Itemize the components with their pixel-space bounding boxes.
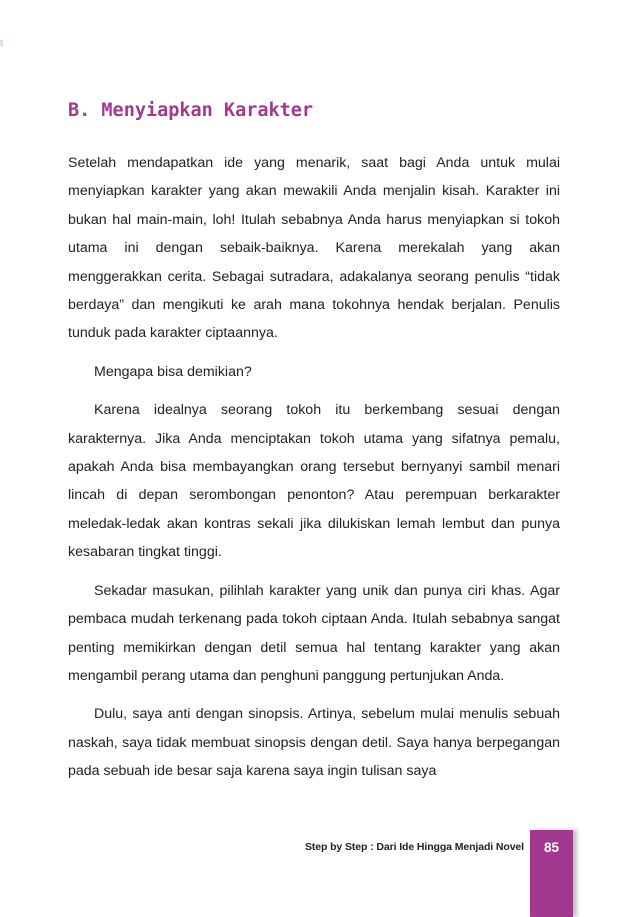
page-number: 85 [543, 840, 560, 855]
body-text [68, 149, 560, 796]
running-footer-title: Step by Step : Dari Ide Hingga Menjadi Novel [304, 841, 524, 853]
section-heading: B. Menyiapkan Karakter [68, 100, 314, 121]
corner-mark [0, 40, 3, 46]
page-number-tab [530, 830, 573, 917]
paragraph: Dulu, saya anti dengan sinopsis. Artinya, sebelum mulai menulis sebuah naskah, saya tidak membuat sinopsis dengan detil. Saya hanya berpegangan pada sebuah ide besar saja karena saya ingin tulisan saya [68, 706, 560, 780]
paragraph: Sekadar masukan, pilihlah karakter yang unik dan punya ciri khas. Agar pembaca mudah terkenang pada tokoh ciptaan Anda. Itulah sebabnya sangat penting memikirkan dengan detil semua hal tentang karakter yang akan mengambil perang utama dan penghuni panggung pertunjukan Anda. [68, 582, 560, 684]
paragraph: Setelah mendapatkan ide yang menarik, saat bagi Anda untuk mulai menyiapkan karakter yang akan mewakili Anda menjalin kisah. Karakter ini bukan hal main-main, loh! Itulah sebabnya Anda harus menyiapkan si tokoh utama ini dengan sebaik-baiknya. Karena merekalah yang akan menggerakkan cerita. Sebagai sutradara, adakalanya seorang penulis “tidak berdaya” dan mengikuti ke arah mana tokohnya hendak berjalan. Penulis tunduk pada karakter ciptaannya. [68, 155, 560, 342]
paragraph: Mengapa bisa demikian? [94, 363, 252, 380]
paragraph: Karena idealnya seorang tokoh itu berkembang sesuai dengan karakternya. Jika Anda menciptakan tokoh utama yang sifatnya pemalu, apakah Anda bisa membayangkan orang tersebut bernyanyi sambil menari lincah di depan serombongan penonton? Atau perempuan berkarakter meledak-ledak akan kontras sekali jika dilukiskan lemah lembut dan punya kesabaran tingkat tinggi. [68, 402, 560, 561]
